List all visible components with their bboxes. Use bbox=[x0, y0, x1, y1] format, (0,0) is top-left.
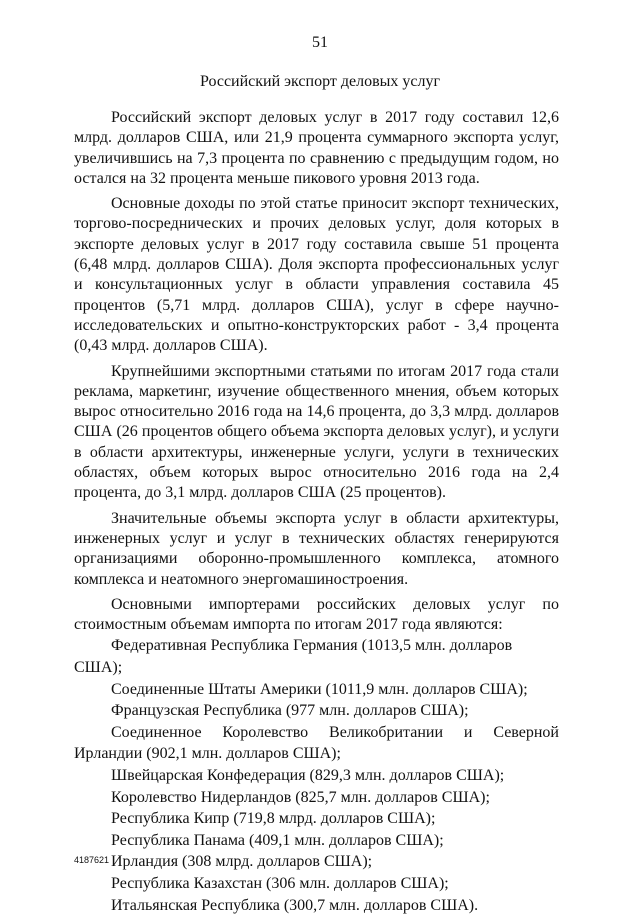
list-item: Республика Кипр (719,8 млрд. долларов США); bbox=[111, 810, 436, 828]
list-item: Ирландия (308 млрд. долларов США); bbox=[111, 853, 373, 871]
list-item: Французская Республика (977 млн. долларов США); bbox=[111, 702, 469, 720]
document-body bbox=[74, 108, 559, 916]
paragraph: Основными импортерами российских деловых услуг по стоимостным объемам импорта по итогам 2017 года являются: bbox=[74, 595, 559, 634]
list-item: Федеративная Республика Германия (1013,5 млн. долларов США); bbox=[74, 637, 513, 677]
list-item: Соединенные Штаты Америки (1011,9 млн. долларов США); bbox=[111, 680, 528, 698]
paragraph: Значительные объемы экспорта услуг в области архитектуры, инженерных услуг и услуг в технических областях генерируются организациями оборонно-промышленного комплекса, атомного комплекса и неатомного энергомашиностроения. bbox=[74, 509, 559, 588]
section-title: Российский экспорт деловых услуг bbox=[199, 73, 441, 90]
paragraph: Основные доходы по этой статье приносит экспорт технических, торгово-посреднических и прочих деловых услуг, доля которых в экспорте деловых услуг в 2017 году составила свыше 51 процента (6,48 млрд. долларов США). Доля экспорта профессиональных услуг и консультационных услуг в области управления составила 45 процентов (5,71 млрд. долларов США), услуг в сфере научно-исследовательских и опытно-конструкторских работ - 3,4 процента (0,43 млрд. долларов США). bbox=[74, 195, 559, 355]
list-item: Итальянская Республика (300,7 млн. долларов США). bbox=[111, 896, 479, 914]
list-item: Республика Панама (409,1 млн. долларов США); bbox=[111, 831, 444, 849]
document-code: 4187621 bbox=[74, 855, 110, 865]
page-number: 51 bbox=[312, 34, 328, 51]
list-item: Королевство Нидерландов (825,7 млн. долларов США); bbox=[111, 788, 490, 806]
paragraph: Российский экспорт деловых услуг в 2017 году составил 12,6 млрд. долларов США, или 21,9 процента суммарного экспорта услуг, увеличившись на 7,3 процента по сравнению с предыдущим годом, но остался на 32 процента меньше пикового уровня 2013 года. bbox=[74, 109, 559, 187]
paragraph: Крупнейшими экспортными статьями по итогам 2017 года стали реклама, маркетинг, изучение общественного мнения, объем которых вырос относительно 2016 года на 14,6 процента, до 3,3 млрд. долларов США (26 процентов общего объема экспорта деловых услуг), и услуги в области архитектуры, инженерные услуги, услуги в технических областях, объем которых вырос относительно 2016 года на 2,4 процента, до 3,1 млрд. долларов США (25 процентов). bbox=[74, 362, 559, 502]
importers-list bbox=[74, 635, 559, 916]
list-item: Соединенное Королевство Великобритании и Северной Ирландии (902,1 млн. долларов США); bbox=[74, 723, 559, 763]
list-item: Республика Казахстан (306 млн. долларов США); bbox=[111, 874, 449, 892]
list-item: Швейцарская Конфедерация (829,3 млн. долларов США); bbox=[111, 766, 505, 784]
